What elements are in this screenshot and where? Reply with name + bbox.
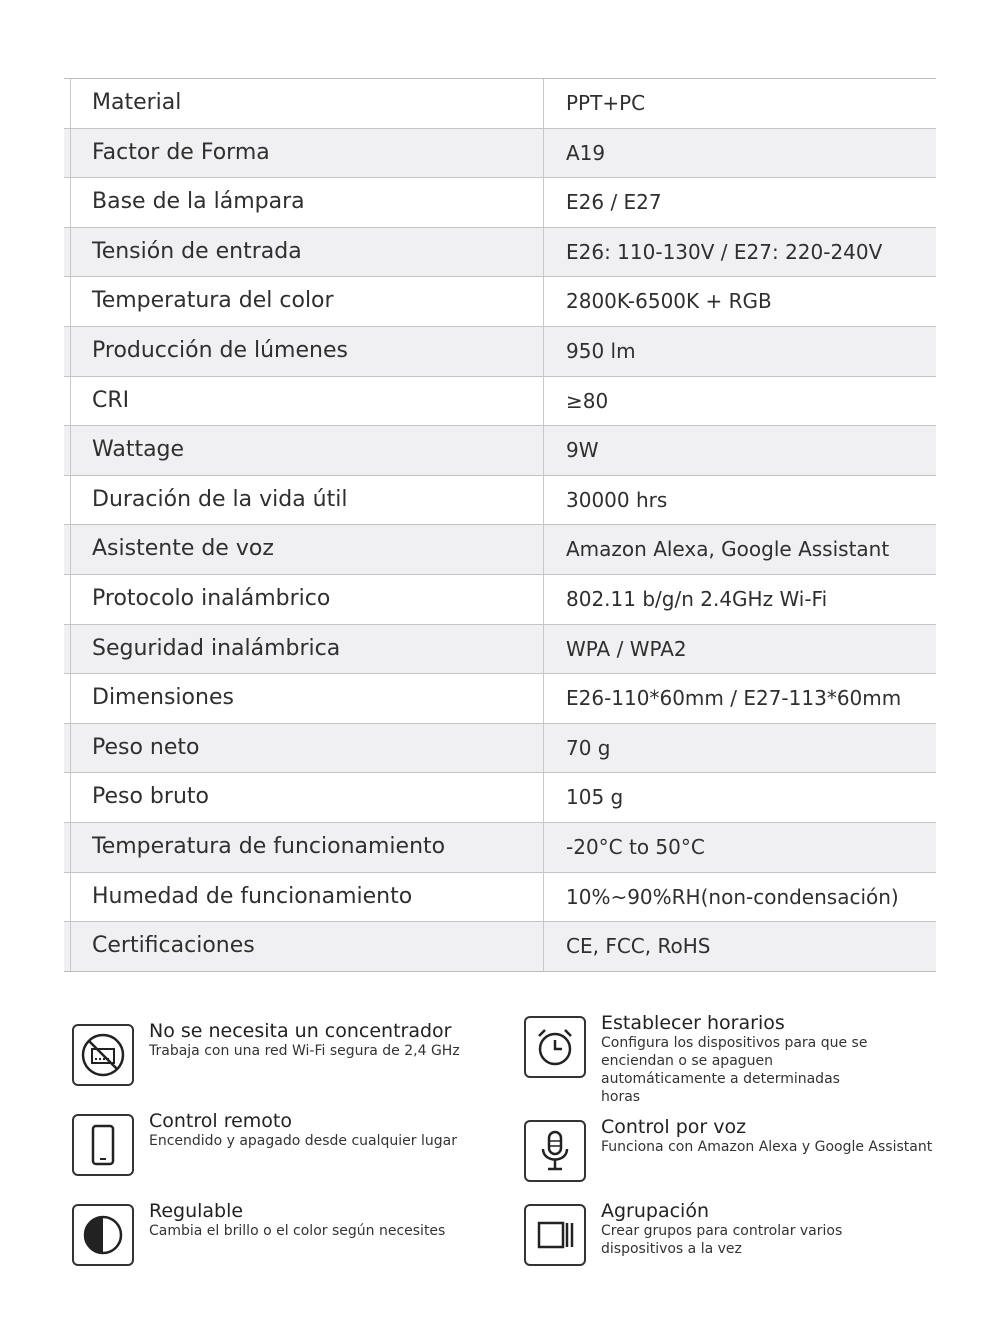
contrast-icon [72,1204,134,1266]
spec-row [64,575,936,625]
feature-title: Control por voz [601,1116,747,1138]
spec-row [64,823,936,873]
spec-value: 10%~90%RH(non-condensación) [566,884,899,909]
alarm-clock-icon [524,1016,586,1078]
spec-row [64,525,936,575]
spec-value: WPA / WPA2 [566,636,687,661]
feature-desc: Trabaja con una red Wi-Fi segura de 2,4 GHz [149,1043,460,1059]
spec-row [64,724,936,774]
feature-dimmable [72,1200,492,1290]
spec-value: 70 g [566,735,611,760]
spec-value: 802.11 b/g/n 2.4GHz Wi-Fi [566,586,828,611]
spec-row [64,773,936,823]
spec-label: Humedad de funcionamiento [64,873,544,922]
spec-row [64,625,936,675]
spec-row [64,129,936,179]
feature-title: Establecer horarios [601,1012,785,1034]
feature-desc: Cambia el brillo o el color según necesites [149,1223,446,1239]
spec-label: Factor de Forma [64,129,544,178]
spec-row [64,79,936,129]
spec-value: -20°C to 50°C [566,834,705,859]
spec-row [64,674,936,724]
spec-row [64,922,936,971]
spec-row [64,476,936,526]
spec-row [64,327,936,377]
spec-label: Base de la lámpara [64,178,544,227]
spec-row [64,228,936,278]
spec-value: Amazon Alexa, Google Assistant [566,537,890,562]
feature-desc: Configura los dispositivos para que se enciendan o se apaguen automáticamente a determinadas horas [601,1035,868,1105]
feature-title: No se necesita un concentrador [149,1020,452,1042]
spec-label: Duración de la vida útil [64,476,544,525]
spec-label: Peso bruto [64,773,544,822]
spec-value: CE, FCC, RoHS [566,934,711,959]
spec-label: Temperatura de funcionamiento [64,823,544,872]
spec-label: Tensión de entrada [64,228,544,277]
spec-value: E26 / E27 [566,190,662,215]
spec-row [64,426,936,476]
spec-label: Wattage [64,426,544,475]
feature-desc: Funciona con Amazon Alexa y Google Assistant [601,1139,933,1155]
spec-row [64,277,936,327]
spec-value: E26-110*60mm / E27-113*60mm [566,686,902,711]
spec-value: 950 lm [566,338,636,363]
spec-label: Asistente de voz [64,525,544,574]
feature-desc: Crear grupos para controlar varios dispositivos a la vez [601,1223,843,1257]
spec-value: 30000 hrs [566,487,668,512]
spec-label: Dimensiones [64,674,544,723]
spec-value: 105 g [566,785,624,810]
group-icon [524,1204,586,1266]
spec-value: E26: 110-130V / E27: 220-240V [566,239,883,264]
spec-label: Peso neto [64,724,544,773]
spec-row [64,178,936,228]
feature-voice [524,1116,944,1206]
microphone-icon [524,1120,586,1182]
smartphone-icon [72,1114,134,1176]
spec-label: CRI [64,377,544,426]
spec-label: Producción de lúmenes [64,327,544,376]
spec-value: 2800K-6500K + RGB [566,289,772,314]
feature-no-hub [72,1020,492,1110]
feature-desc: Encendido y apagado desde cualquier lugar [149,1133,457,1149]
feature-grouping [524,1200,944,1290]
no-hub-icon [72,1024,134,1086]
spec-row [64,377,936,427]
feature-remote [72,1110,492,1200]
feature-title: Regulable [149,1200,244,1222]
spec-label: Material [64,79,544,128]
spec-value: A19 [566,140,606,165]
feature-schedule [524,1012,944,1105]
spec-value: 9W [566,438,599,463]
spec-label: Temperatura del color [64,277,544,326]
spec-label: Seguridad inalámbrica [64,625,544,674]
spec-table [64,78,936,972]
spec-row [64,873,936,923]
spec-value: ≥80 [566,388,609,413]
spec-label: Certificaciones [64,922,544,971]
spec-value: PPT+PC [566,91,646,115]
features-section [72,1012,952,1300]
feature-title: Agrupación [601,1200,710,1222]
spec-label: Protocolo inalámbrico [64,575,544,624]
feature-title: Control remoto [149,1110,293,1132]
